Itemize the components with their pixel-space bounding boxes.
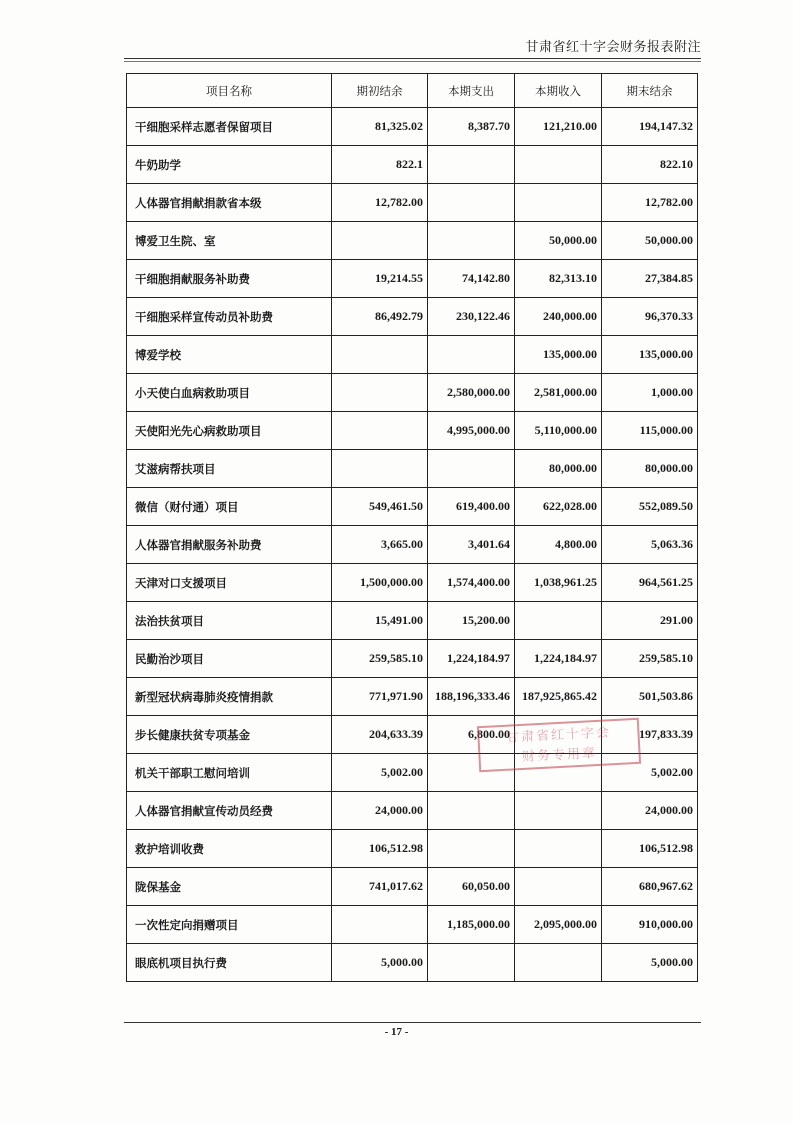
cell-opening-balance: 3,665.00 bbox=[332, 526, 428, 564]
cell-period-expense bbox=[428, 944, 515, 982]
cell-closing-balance: 12,782.00 bbox=[602, 184, 698, 222]
cell-closing-balance: 291.00 bbox=[602, 602, 698, 640]
cell-period-income: 135,000.00 bbox=[515, 336, 602, 374]
cell-opening-balance: 259,585.10 bbox=[332, 640, 428, 678]
table-row bbox=[127, 298, 698, 336]
cell-period-expense: 2,580,000.00 bbox=[428, 374, 515, 412]
table-row bbox=[127, 336, 698, 374]
cell-opening-balance: 5,000.00 bbox=[332, 944, 428, 982]
cell-period-income: 187,925,865.42 bbox=[515, 678, 602, 716]
cell-closing-balance: 24,000.00 bbox=[602, 792, 698, 830]
table-row bbox=[127, 716, 698, 754]
cell-period-expense: 8,387.70 bbox=[428, 108, 515, 146]
cell-closing-balance: 1,000.00 bbox=[602, 374, 698, 412]
cell-closing-balance: 27,384.85 bbox=[602, 260, 698, 298]
cell-closing-balance: 964,561.25 bbox=[602, 564, 698, 602]
cell-item-name: 眼底机项目执行费 bbox=[127, 944, 332, 982]
cell-period-income: 1,224,184.97 bbox=[515, 640, 602, 678]
cell-opening-balance bbox=[332, 450, 428, 488]
cell-period-expense bbox=[428, 336, 515, 374]
cell-item-name: 新型冠状病毒肺炎疫情捐款 bbox=[127, 678, 332, 716]
cell-item-name: 小天使白血病救助项目 bbox=[127, 374, 332, 412]
table-row bbox=[127, 792, 698, 830]
cell-item-name: 一次性定向捐赠项目 bbox=[127, 906, 332, 944]
cell-closing-balance: 106,512.98 bbox=[602, 830, 698, 868]
cell-period-income: 622,028.00 bbox=[515, 488, 602, 526]
cell-period-expense: 74,142.80 bbox=[428, 260, 515, 298]
cell-item-name: 干细胞捐献服务补助费 bbox=[127, 260, 332, 298]
cell-item-name: 人体器官捐献服务补助费 bbox=[127, 526, 332, 564]
cell-item-name: 民勤治沙项目 bbox=[127, 640, 332, 678]
cell-period-income bbox=[515, 146, 602, 184]
cell-opening-balance bbox=[332, 374, 428, 412]
cell-period-expense bbox=[428, 146, 515, 184]
table-row bbox=[127, 754, 698, 792]
cell-closing-balance: 115,000.00 bbox=[602, 412, 698, 450]
table-row bbox=[127, 450, 698, 488]
cell-item-name: 干细胞采样宣传动员补助费 bbox=[127, 298, 332, 336]
cell-item-name: 陇保基金 bbox=[127, 868, 332, 906]
cell-closing-balance: 259,585.10 bbox=[602, 640, 698, 678]
cell-period-income: 121,210.00 bbox=[515, 108, 602, 146]
table-row bbox=[127, 944, 698, 982]
cell-opening-balance: 741,017.62 bbox=[332, 868, 428, 906]
table-row bbox=[127, 526, 698, 564]
cell-closing-balance: 822.10 bbox=[602, 146, 698, 184]
table-row bbox=[127, 564, 698, 602]
cell-item-name: 天使阳光先心病救助项目 bbox=[127, 412, 332, 450]
table-row bbox=[127, 146, 698, 184]
cell-closing-balance: 680,967.62 bbox=[602, 868, 698, 906]
cell-period-income: 4,800.00 bbox=[515, 526, 602, 564]
table-row bbox=[127, 374, 698, 412]
cell-period-income: 1,038,961.25 bbox=[515, 564, 602, 602]
cell-period-income: 80,000.00 bbox=[515, 450, 602, 488]
cell-period-expense: 3,401.64 bbox=[428, 526, 515, 564]
column-header-period-expense: 本期支出 bbox=[428, 74, 515, 108]
table-row bbox=[127, 602, 698, 640]
cell-period-income: 82,313.10 bbox=[515, 260, 602, 298]
cell-period-income bbox=[515, 716, 602, 754]
table-row bbox=[127, 868, 698, 906]
cell-opening-balance: 19,214.55 bbox=[332, 260, 428, 298]
cell-item-name: 干细胞采样志愿者保留项目 bbox=[127, 108, 332, 146]
cell-period-expense bbox=[428, 450, 515, 488]
cell-opening-balance bbox=[332, 222, 428, 260]
cell-period-income bbox=[515, 184, 602, 222]
table-row bbox=[127, 412, 698, 450]
report-header-title: 甘肃省红十字会财务报表附注 bbox=[525, 40, 701, 55]
cell-closing-balance: 194,147.32 bbox=[602, 108, 698, 146]
cell-item-name: 艾滋病帮扶项目 bbox=[127, 450, 332, 488]
cell-period-income: 240,000.00 bbox=[515, 298, 602, 336]
cell-item-name: 人体器官捐献宣传动员经费 bbox=[127, 792, 332, 830]
cell-closing-balance: 50,000.00 bbox=[602, 222, 698, 260]
cell-item-name: 牛奶助学 bbox=[127, 146, 332, 184]
table-body bbox=[127, 108, 698, 982]
official-seal-stamp: 甘肃省红十字会 财务专用章 bbox=[477, 718, 641, 772]
cell-item-name: 人体器官捐献捐款省本级 bbox=[127, 184, 332, 222]
cell-period-income: 50,000.00 bbox=[515, 222, 602, 260]
column-header-closing-balance: 期末结余 bbox=[602, 74, 698, 108]
cell-period-expense: 619,400.00 bbox=[428, 488, 515, 526]
cell-period-income bbox=[515, 754, 602, 792]
cell-closing-balance: 80,000.00 bbox=[602, 450, 698, 488]
cell-period-expense bbox=[428, 792, 515, 830]
cell-period-expense: 15,200.00 bbox=[428, 602, 515, 640]
cell-opening-balance: 5,002.00 bbox=[332, 754, 428, 792]
cell-period-expense bbox=[428, 222, 515, 260]
cell-closing-balance: 910,000.00 bbox=[602, 906, 698, 944]
cell-item-name: 博爱学校 bbox=[127, 336, 332, 374]
cell-opening-balance: 204,633.39 bbox=[332, 716, 428, 754]
table-row bbox=[127, 184, 698, 222]
cell-opening-balance: 24,000.00 bbox=[332, 792, 428, 830]
cell-item-name: 机关干部职工慰问培训 bbox=[127, 754, 332, 792]
cell-period-income bbox=[515, 830, 602, 868]
cell-period-income bbox=[515, 792, 602, 830]
table-row bbox=[127, 906, 698, 944]
cell-period-expense: 4,995,000.00 bbox=[428, 412, 515, 450]
cell-opening-balance: 771,971.90 bbox=[332, 678, 428, 716]
cell-opening-balance: 86,492.79 bbox=[332, 298, 428, 336]
header-rule-secondary bbox=[124, 61, 701, 62]
cell-closing-balance: 135,000.00 bbox=[602, 336, 698, 374]
cell-item-name: 法治扶贫项目 bbox=[127, 602, 332, 640]
table-row bbox=[127, 488, 698, 526]
cell-period-expense: 6,800.00 bbox=[428, 716, 515, 754]
cell-closing-balance: 552,089.50 bbox=[602, 488, 698, 526]
cell-opening-balance: 1,500,000.00 bbox=[332, 564, 428, 602]
cell-period-income bbox=[515, 868, 602, 906]
cell-opening-balance: 15,491.00 bbox=[332, 602, 428, 640]
column-header-opening-balance: 期初结余 bbox=[332, 74, 428, 108]
cell-period-expense bbox=[428, 830, 515, 868]
table-header-row bbox=[127, 74, 698, 108]
cell-period-expense bbox=[428, 184, 515, 222]
cell-closing-balance: 5,000.00 bbox=[602, 944, 698, 982]
header-rule bbox=[124, 58, 701, 59]
table-row bbox=[127, 260, 698, 298]
cell-period-expense: 1,185,000.00 bbox=[428, 906, 515, 944]
cell-closing-balance: 501,503.86 bbox=[602, 678, 698, 716]
table-row bbox=[127, 830, 698, 868]
financial-table bbox=[126, 73, 698, 982]
cell-period-income: 2,095,000.00 bbox=[515, 906, 602, 944]
cell-period-income: 2,581,000.00 bbox=[515, 374, 602, 412]
column-header-item-name: 项目名称 bbox=[127, 74, 332, 108]
table-row bbox=[127, 678, 698, 716]
cell-period-income bbox=[515, 602, 602, 640]
cell-item-name: 步长健康扶贫专项基金 bbox=[127, 716, 332, 754]
cell-opening-balance: 81,325.02 bbox=[332, 108, 428, 146]
cell-opening-balance bbox=[332, 336, 428, 374]
cell-period-income bbox=[515, 944, 602, 982]
cell-period-expense: 188,196,333.46 bbox=[428, 678, 515, 716]
cell-item-name: 博爱卫生院、室 bbox=[127, 222, 332, 260]
cell-opening-balance: 822.1 bbox=[332, 146, 428, 184]
cell-opening-balance: 549,461.50 bbox=[332, 488, 428, 526]
cell-closing-balance: 197,833.39 bbox=[602, 716, 698, 754]
cell-period-expense: 230,122.46 bbox=[428, 298, 515, 336]
cell-opening-balance bbox=[332, 906, 428, 944]
cell-period-expense: 60,050.00 bbox=[428, 868, 515, 906]
cell-item-name: 天津对口支援项目 bbox=[127, 564, 332, 602]
cell-period-expense: 1,574,400.00 bbox=[428, 564, 515, 602]
cell-period-income: 5,110,000.00 bbox=[515, 412, 602, 450]
cell-item-name: 微信（财付通）项目 bbox=[127, 488, 332, 526]
cell-closing-balance: 5,002.00 bbox=[602, 754, 698, 792]
cell-opening-balance: 106,512.98 bbox=[332, 830, 428, 868]
page-number: - 17 - bbox=[384, 1026, 409, 1038]
cell-closing-balance: 96,370.33 bbox=[602, 298, 698, 336]
cell-opening-balance bbox=[332, 412, 428, 450]
table-row bbox=[127, 222, 698, 260]
cell-closing-balance: 5,063.36 bbox=[602, 526, 698, 564]
footer-rule bbox=[124, 1022, 701, 1023]
cell-period-expense: 1,224,184.97 bbox=[428, 640, 515, 678]
column-header-period-income: 本期收入 bbox=[515, 74, 602, 108]
cell-opening-balance: 12,782.00 bbox=[332, 184, 428, 222]
table-row bbox=[127, 640, 698, 678]
cell-item-name: 救护培训收费 bbox=[127, 830, 332, 868]
table-row bbox=[127, 108, 698, 146]
cell-period-expense bbox=[428, 754, 515, 792]
